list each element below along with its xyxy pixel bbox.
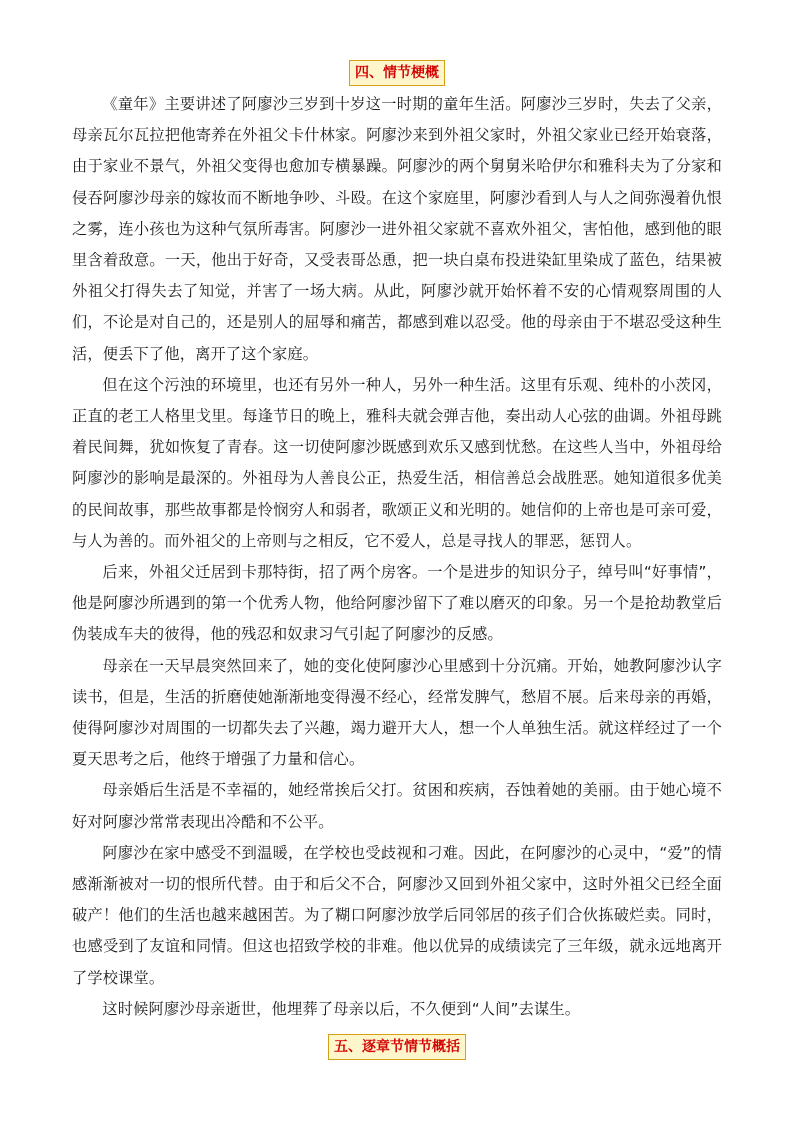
paragraph-7: 这时候阿廖沙母亲逝世，他埋葬了母亲以后，不久便到“人间”去谋生。: [102, 999, 581, 1018]
paragraph-2: 但在这个污浊的环境里，也还有另外一种人，另外一种生活。这里有乐观、纯朴的小茨冈，正直的老工人格里戈里。每逢节日的晚上，雅科夫就会弹吉他，奏出动人心弦的曲调。外祖母跳着民间舞，犹如恢复了青春。这一切使阿廖沙既感到欢乐又感到忧愁。在这些人当中，外祖母给阿廖沙的影响是最深的。外祖母为人善良公正，热爱生活，相信善总会战胜恶。她知道很多优美的民间故事，那些故事都是怜悯穷人和弱者，歌颂正义和光明的。她信仰的上帝也是可亲可爱，与人为善的。而外祖父的上帝则与之相反，它不爱人，总是寻找人的罪恶，惩罚人。: [72, 375, 722, 550]
section-heading-plot-summary: 四、情节梗概: [349, 60, 445, 86]
section-heading-chapter-summary: 五、逐章节情节概括: [328, 1034, 466, 1060]
paragraph-5: 母亲婚后生活是不幸福的，她经常挨后父打。贫困和疾病，吞蚀着她的美丽。由于她心境不好对阿廖沙常常表现出冷酷和不公平。: [72, 781, 722, 831]
paragraph-3: 后来，外祖父迁居到卡那特街，招了两个房客。一个是进步的知识分子，绰号叫“好事情”，他是阿廖沙所遇到的第一个优秀人物，他给阿廖沙留下了难以磨灭的印象。另一个是抢劫教堂后伪装成车夫的彼得，他的残忍和奴隶习气引起了阿廖沙的反感。: [72, 563, 722, 644]
section-heading-container: [72, 1029, 722, 1063]
paragraph-6: 阿廖沙在家中感受不到温暖，在学校也受歧视和刁难。因此，在阿廖沙的心灵中，“爱”的情感渐渐被对一切的恨所代替。由于和后父不合，阿廖沙又回到外祖父家中，这时外祖父已经全面破产！他们的生活也越来越困苦。为了糊口阿廖沙放学后同邻居的孩子们合伙拣破烂卖。同时，也感受到了友谊和同情。但这也招致学校的非难。他以优异的成绩读完了三年级，就永远地离开了学校课堂。: [72, 843, 722, 987]
paragraph-4: 母亲在一天早晨突然回来了，她的变化使阿廖沙心里感到十分沉痛。开始，她教阿廖沙认字读书，但是，生活的折磨使她渐渐地变得漫不经心，经常发脾气，愁眉不展。后来母亲的再婚，使得阿廖沙对周围的一切都失去了兴趣，竭力避开大人，想一个人单独生活。就这样经过了一个夏天思考之后，他终于增强了力量和信心。: [72, 656, 722, 769]
section-heading-container: [72, 55, 722, 89]
paragraph-1: 《童年》主要讲述了阿廖沙三岁到十岁这一时期的童年生活。阿廖沙三岁时，失去了父亲，母亲瓦尔瓦拉把他寄养在外祖父卡什林家。阿廖沙来到外祖父家时，外祖父家业已经开始衰落，由于家业不景气，外祖父变得也愈加专横暴躁。阿廖沙的两个舅舅米哈伊尔和雅科夫为了分家和侵吞阿廖沙母亲的嫁妆而不断地争吵、斗殴。在这个家庭里，阿廖沙看到人与人之间弥漫着仇恨之雾，连小孩也为这种气氛所毒害。阿廖沙一进外祖父家就不喜欢外祖父，害怕他，感到他的眼里含着敌意。一天，他出于好奇，又受表哥怂恿，把一块白桌布投进染缸里染成了蓝色，结果被外祖父打得失去了知觉，并害了一场大病。从此，阿廖沙就开始怀着不安的心情观察周围的人们，不论是对自己的，还是别人的屈辱和痛苦，都感到难以忍受。他的母亲由于不堪忍受这种生活，便丢下了他，离开了这个家庭。: [72, 95, 722, 363]
document-page: [72, 55, 722, 1063]
